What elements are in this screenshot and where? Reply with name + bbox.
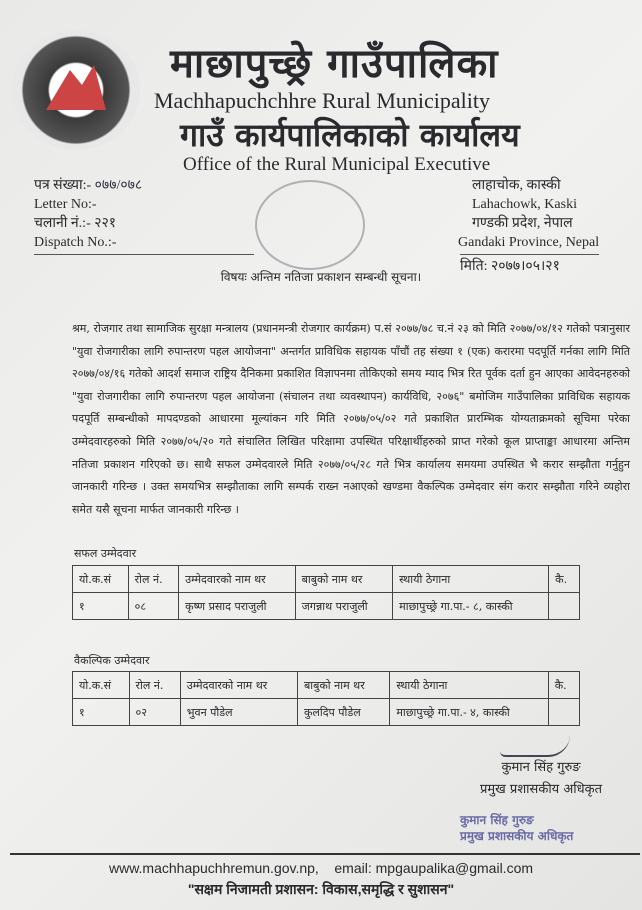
stamp-name: कुमान सिंह गुरुङ bbox=[460, 813, 534, 827]
table-row bbox=[73, 593, 580, 620]
cell bbox=[549, 593, 580, 620]
col-name: उम्मेदवारको नाम थर bbox=[180, 672, 297, 699]
cell: जगन्नाथ पराजुली bbox=[295, 593, 393, 620]
signature-scribble bbox=[500, 735, 570, 757]
municipality-logo bbox=[12, 30, 140, 150]
office-nepali: गाउँ कार्यपालिकाको कार्यालय bbox=[180, 116, 520, 154]
cell bbox=[548, 699, 579, 726]
col-father: बाबुको नाम थर bbox=[295, 566, 393, 593]
col-sn: यो.क.सं bbox=[73, 672, 130, 699]
successful-table bbox=[72, 565, 580, 620]
cell: भुवन पौडेल bbox=[180, 699, 297, 726]
letter-no-label: Letter No:- bbox=[34, 197, 97, 212]
signature-block bbox=[480, 757, 602, 801]
table-row bbox=[73, 699, 580, 726]
office-english: Office of the Rural Municipal Executive bbox=[183, 154, 491, 175]
col-roll: रोल नं. bbox=[128, 566, 178, 593]
title-english: Machhapuchchhre Rural Municipality bbox=[154, 88, 491, 113]
name-stamp bbox=[460, 812, 573, 844]
cell: १ bbox=[73, 699, 130, 726]
footer-contact bbox=[0, 860, 642, 876]
cell: कुलदिप पौडेल bbox=[297, 699, 389, 726]
table-header bbox=[73, 672, 580, 699]
divider bbox=[34, 254, 254, 255]
slogan: "सक्षम निजामती प्रशासन: विकास,समृद्धि र सुशासन" bbox=[187, 881, 455, 897]
signatory-name: कुमान सिंह गुरुङ bbox=[501, 760, 581, 775]
address-en2: Gandaki Province, Nepal bbox=[458, 235, 600, 250]
address-np2: गण्डकी प्रदेश, नेपाल bbox=[472, 216, 573, 231]
body-text: श्रम, रोजगार तथा सामाजिक सुरक्षा मन्त्रालय (प्रधानमन्त्री रोजगार कार्यक्रम) प.सं २०७७/७८ च.नं २३ को मिति २०७७/०४/१२ गतेको पत्रानुसार "युवा रोजगारीका लागि रुपान्तरण पहल आयोजना" अन्तर्गत प्राविधिक सहायक पाँचौं तह संख्या १ (एक) करारमा पदपूर्ति गर्नका लागि मिति २०७७/०४/१६ गतेको आदर्श समाज राष्ट्रिय दैनिकमा प्रकाशित विज्ञापनमा तोकिएको समय म्याद भित्र रित पूर्वक दर्ता हुन आएका आवेदनहरुको "युवा रोजगारीका लागि रुपान्तरण पहल आयोजना (संचालन तथा व्यवस्थापन) कार्यविधि, २०७६" बमोजिम गाउँपालिका प्राविधिक सहायक पदपूर्ति सम्बन्धीको मापदण्डको आधारमा मूल्यांकन गरि मिति २०७७/०५/०२ गते प्रकाशित प्रारम्भिक योग्यताक्रमको सूचिमा परेका उम्मेदवारहरुको मिति २०७७/०५/२० गते संचालित लिखित परिक्षामा उपस्थित परिक्षार्थीहरुको प्राप्त गरेको कूल प्राप्ताङ्का आधारमा अन्तिम नतिजा प्रकाशन गरिएको छ। साथै सफल उम्मेदवारले मिति २०७७/०५/२८ गते भित्र कार्यालय समयमा उपस्थित भै करार सम्झौता गर्नुहुन जानकारी गरिन्छ । उक्त समयभित्र सम्झौताका लागि सम्पर्क राख्न नआएको खण्डमा वैकल्पिक उम्मेदवार संग करार सम्झौता गरिने व्यहोरा समेत यसै सूचना मार्फत जानकारी गरिन्छ । bbox=[72, 322, 630, 516]
dispatch-no-label: Dispatch No.:- bbox=[34, 235, 117, 250]
col-sn: यो.क.सं bbox=[73, 566, 129, 593]
col-address: स्थायी ठेगाना bbox=[390, 672, 548, 699]
patra-label: पत्र संख्या:- bbox=[34, 178, 92, 193]
col-remarks: कै. bbox=[548, 672, 579, 699]
date: मिति: २०७७।०५।२१ bbox=[460, 254, 599, 276]
alternate-title: वैकल्पिक उम्मेदवार bbox=[74, 654, 150, 667]
letter-numbers bbox=[34, 176, 142, 252]
successful-title: सफल उम्मेदवार bbox=[74, 547, 137, 560]
office-stamp bbox=[255, 180, 365, 270]
cell: कृष्ण प्रसाद पराजुली bbox=[179, 593, 295, 620]
address-block bbox=[458, 176, 599, 276]
cell: माछापुच्छ्रे गा.पा.- ८, कास्की bbox=[393, 593, 549, 620]
col-roll: रोल नं. bbox=[129, 672, 180, 699]
footer-divider bbox=[10, 853, 640, 855]
table-header bbox=[73, 566, 580, 593]
chalani-value: २२१ bbox=[94, 216, 117, 231]
stamp-designation: प्रमुख प्रशासकीय अधिकृत bbox=[460, 829, 574, 843]
address-np1: लाहाचोक, कास्की bbox=[472, 178, 561, 193]
website-link[interactable]: www.machhapuchhremun.gov.np, bbox=[108, 860, 319, 876]
col-name: उम्मेदवारको नाम थर bbox=[179, 566, 295, 593]
cell: माछापुच्छ्रे गा.पा.- ४, कास्की bbox=[390, 699, 548, 726]
cell: ०८ bbox=[128, 593, 178, 620]
cell: ०२ bbox=[129, 699, 180, 726]
col-address: स्थायी ठेगाना bbox=[393, 566, 549, 593]
subject: विषयः अन्तिम नतिजा प्रकाशन सम्बन्धी सूचना। bbox=[220, 270, 422, 284]
col-remarks: कै. bbox=[549, 566, 580, 593]
address-en1: Lahachowk, Kaski bbox=[472, 197, 577, 212]
col-father: बाबुको नाम थर bbox=[297, 672, 389, 699]
cell: १ bbox=[73, 593, 129, 620]
signatory-designation: प्रमुख प्रशासकीय अधिकृत bbox=[480, 782, 603, 797]
title-nepali: माछापुच्छ्रे गाउँपालिका bbox=[170, 40, 499, 87]
alternate-table bbox=[72, 671, 580, 726]
email-link[interactable]: email: mpgaupalika@gmail.com bbox=[334, 860, 534, 876]
chalani-label: चलानी नं.:- bbox=[34, 216, 91, 231]
patra-value: ०७७/०७८ bbox=[94, 178, 143, 193]
